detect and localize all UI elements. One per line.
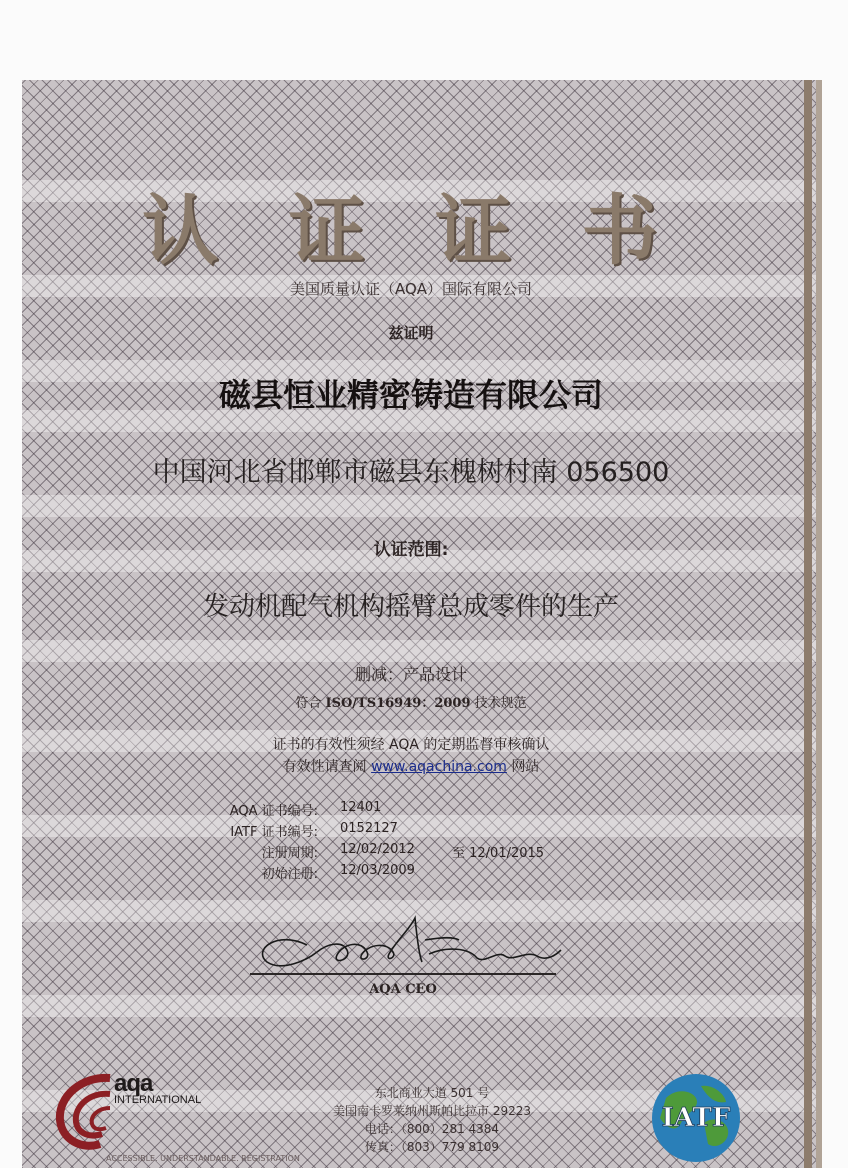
footer-phone: 电话：（800）281 4384	[364, 1122, 500, 1136]
initial-registration-value: 12/03/2009	[340, 863, 415, 878]
logo-wordmark	[114, 1070, 201, 1106]
validity-note: 证书的有效性须经 AQA 的定期监督审核确认	[272, 737, 550, 753]
cert-number-label: AQA 证书编号:	[229, 804, 318, 819]
right-border-stripe	[804, 80, 812, 1168]
validity-lookup	[22, 756, 800, 776]
logo-name: aqa	[114, 1070, 153, 1097]
exclusion-note: 删减：产品设计	[354, 665, 467, 684]
logo-subtitle: INTERNATIONAL	[114, 1094, 202, 1106]
certificate-title: 认 证 证 书	[142, 186, 680, 275]
certification-scope: 发动机配气机构摇臂总成零件的生产	[202, 592, 619, 622]
company-name: 磁县恒业精密铸造有限公司	[218, 376, 603, 414]
company-address: 中国河北省邯郸市磁县东槐树村南 056500	[152, 457, 670, 488]
issuer-name: 美国质量认证（AQA）国际有限公司	[289, 280, 533, 298]
standard-prefix: 符合	[295, 696, 322, 711]
initial-registration-label: 初始注册:	[261, 867, 318, 882]
standard-code: ISO/TS16949：2009	[325, 696, 471, 711]
registration-period-end: 至 12/01/2015	[452, 846, 545, 861]
website-link[interactable]: www.aqachina.com	[371, 759, 507, 775]
aqa-logo-icon	[52, 1070, 120, 1152]
scope-label: 认证范围:	[373, 540, 449, 560]
iatf-globe-seal-icon	[646, 1068, 746, 1168]
validity-lookup-post: 网站	[511, 759, 540, 775]
certificate-paper	[22, 80, 822, 1168]
registration-period-label: 注册周期:	[261, 846, 318, 861]
cert-number-value: 12401	[340, 800, 382, 815]
seal-text: IATF	[661, 1103, 731, 1133]
iatf-number-value: 0152127	[340, 821, 398, 836]
ceo-signature	[247, 910, 567, 980]
certify-statement: 兹证明	[388, 324, 434, 342]
signature-line	[250, 973, 556, 975]
iatf-number-label: IATF 证书编号:	[230, 825, 318, 840]
footer-street: 东北商业大道 501 号	[374, 1086, 490, 1100]
footer-city: 美国南卡罗莱纳州斯帕比拉市 29223	[333, 1104, 531, 1118]
standard-suffix: 技术规范	[474, 696, 527, 711]
registration-period-start: 12/02/2012	[340, 842, 415, 857]
signatory-title: AQA CEO	[369, 982, 437, 997]
footer-fax: 传真：（803）779 8109	[364, 1140, 500, 1154]
validity-lookup-pre: 有效性请查阅	[282, 759, 367, 775]
logo-tagline: ACCESSIBLE. UNDERSTANDABLE. REGISTRATION	[106, 1154, 300, 1163]
right-border-edge	[816, 80, 822, 1168]
standard-line	[22, 692, 800, 711]
